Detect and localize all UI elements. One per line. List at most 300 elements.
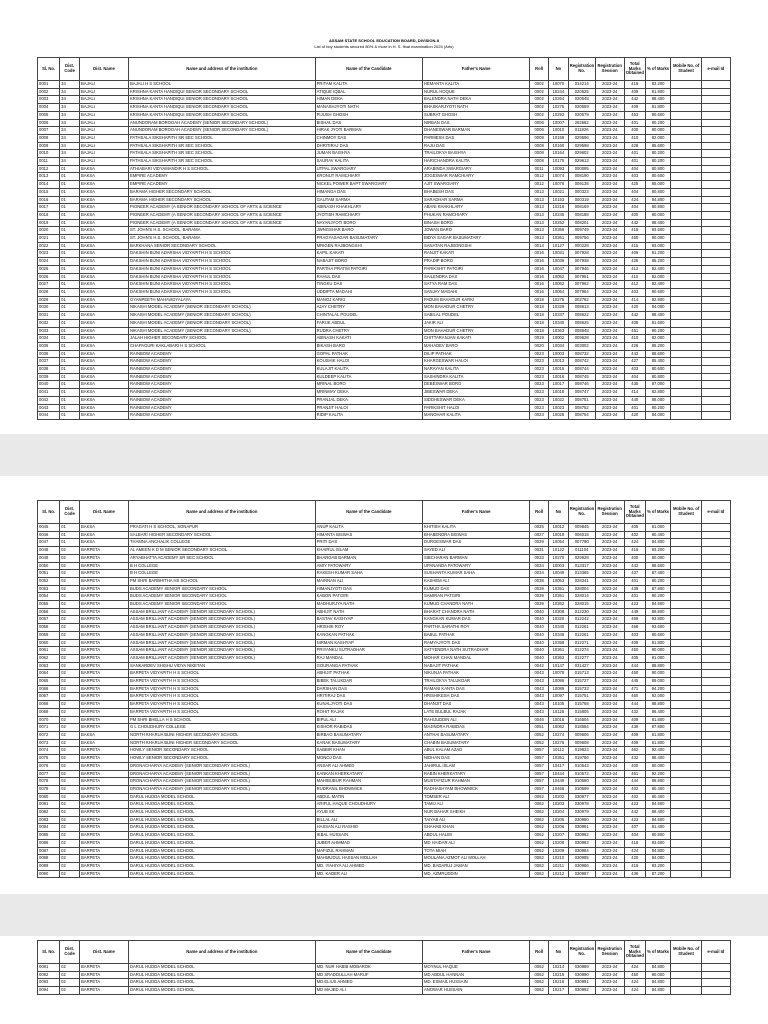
table-cell: RAHIJUDDIN ALI [422,716,529,724]
table-cell: 02 [60,701,80,709]
table-cell: 0031 [38,312,60,320]
table-cell: 0075 [38,755,60,763]
table-cell: 89.000 [645,678,671,686]
table-cell: 2023-24 [595,327,624,335]
table-cell: 029602 [568,150,595,158]
table-cell: PRAGYASAGAR BASUMATARY [315,235,422,243]
table-cell: SANJAY MADAHI [422,288,529,296]
table-cell [671,358,701,366]
table-cell: 10007 [548,119,568,127]
table-cell: 0057 [530,762,549,770]
table-cell: BAKSA [79,250,128,258]
table-cell: 10358 [548,639,568,647]
table-cell: 0079 [38,785,60,793]
table-cell: 426 [624,258,645,266]
table-cell: RAINBOW ACADEMY [128,404,315,412]
table-cell: 34 [60,81,80,89]
table-cell: 0089 [38,862,60,870]
table-cell: ABUL KALAM AZAD [422,747,529,755]
table-cell: 030990 [568,971,595,979]
table-cell: ABINASH KHAKHLARY [315,204,422,212]
table-cell: CHINMOY DAS [315,134,422,142]
table-cell: 400 [624,127,645,135]
table-cell: 83.200 [645,547,671,555]
table-cell: 2023-24 [595,685,624,693]
table-cell: KRISHNA KANTA HANDIQUI SENIOR SECONDARY SCHOOL [128,104,315,112]
table-cell: 84.600 [645,816,671,824]
table-row [38,562,731,570]
table-cell: 02 [60,585,80,593]
table-cell: DAKSHIN BIJNI ADARSHA VIDYAPITH H S SCHOOL [128,281,315,289]
table-cell: KUMUD DAS [422,585,529,593]
table-cell: 2023-24 [595,716,624,724]
table-cell: 10034 [548,342,568,350]
table-cell: 82.000 [645,134,671,142]
table-row [38,616,731,624]
table-cell [671,577,701,585]
table-cell: 0055 [38,601,60,609]
table-cell: 84.000 [645,304,671,312]
table-cell: 010543 [568,762,595,770]
table-cell [701,608,730,616]
table-cell [671,747,701,755]
table-row [38,739,731,747]
table-cell: 80.000 [645,127,671,135]
table-cell: 0071 [38,724,60,732]
table-cell: BARPETA [79,847,128,855]
table-cell: MD ABDUL HANNAN [422,971,529,979]
table-cell: 02 [60,770,80,778]
table-cell: 031427 [568,662,595,670]
table-cell: JYOTISH RAMCHIARY [315,211,422,219]
table-cell: 2023-24 [595,142,624,150]
table-cell: 10363 [548,327,568,335]
table-cell: HIMANGA DAS [315,188,422,196]
column-header: Total Marks Obtained [624,58,645,81]
table-cell: LATE BULBUL RAJAK [422,708,529,716]
table-cell: 007928 [568,250,595,258]
table-cell: BARPETA [79,870,128,878]
table-cell: 81.800 [645,88,671,96]
table-cell: 403 [624,366,645,374]
table-cell: SATYA RAM DAS [422,281,529,289]
table-cell: 0030 [38,304,60,312]
table-cell: JWNGSHAR BARO [315,227,422,235]
table-cell: 012242 [568,616,595,624]
table-cell: 0040 [530,608,549,616]
table-cell: MADHURJYA NATH [315,601,422,609]
table-cell: 402 [624,785,645,793]
table-cell: 02 [60,785,80,793]
table-cell: RAINBOW ACADEMY [128,366,315,374]
table-row [38,785,731,793]
table-cell: NIDHAN DAS [422,755,529,763]
table-cell [671,839,701,847]
table-cell: 85.200 [645,342,671,350]
table-cell: 012261 [568,631,595,639]
table-cell: DAKSHIN BIJNI ADARSHA VIDYAPITH H S SCHOOL [128,250,315,258]
table-cell [701,678,730,686]
table-cell: 0013 [530,211,549,219]
table-cell: 0016 [530,288,549,296]
table-cell [701,196,730,204]
table-row [38,258,731,266]
table-cell: 425 [624,181,645,189]
table-cell: 450 [624,647,645,655]
table-row [38,134,731,142]
table-cell: 0013 [530,196,549,204]
table-cell: BAKSA [79,296,128,304]
table-cell: 423 [624,801,645,809]
table-row [38,577,731,585]
table-cell: 0067 [38,693,60,701]
table-row [38,755,731,763]
table-cell: 01 [60,227,80,235]
table-cell: EMPIRE ACADEMY [128,173,315,181]
table-cell: 10361 [548,593,568,601]
table-row [38,731,731,739]
table-cell: 404 [624,188,645,196]
table-cell: BARPETA [79,987,128,995]
table-cell: 400 [624,762,645,770]
table-cell: SANKARDEV SHISHU VIDYA NIKETAN [128,662,315,670]
table-cell: 008744 [568,366,595,374]
table-cell: 2023-24 [595,281,624,289]
table-cell: BAJALI [79,150,128,158]
table-cell: BARPETA [79,778,128,786]
table-cell: 10017 [548,381,568,389]
table-cell [701,670,730,678]
table-cell: 02 [60,647,80,655]
table-cell: ST. JOHN'S H.S. SCHOOL, BARAMA [128,227,315,235]
table-cell [701,350,730,358]
table-cell [671,593,701,601]
table-cell [671,88,701,96]
table-cell: 008169 [568,204,595,212]
table-cell: JAHIRUL ISLAM [422,762,529,770]
table-cell: 0066 [38,685,60,693]
table-cell: PRITI DAS [315,539,422,547]
table-cell: 008754 [568,412,595,420]
table-cell: 010599 [568,785,595,793]
table-cell: 0070 [38,716,60,724]
table-cell: 444 [624,778,645,786]
table-cell: 80.800 [645,165,671,173]
table-cell [701,539,730,547]
table-cell: 02 [60,824,80,832]
table-row [38,964,731,972]
table-cell: 02 [60,739,80,747]
table-cell: 008751 [568,396,595,404]
table-cell: 02 [60,979,80,987]
table-cell [701,662,730,670]
table-cell: 94.200 [645,685,671,693]
table-cell: 019786 [568,755,595,763]
table-cell: PARTHA SARATHI ROY [422,624,529,632]
table-cell: 02 [60,809,80,817]
table-cell: ABINASH KAKATI [315,335,422,343]
table-cell: 2023-24 [595,531,624,539]
table-cell: 10105 [548,701,568,709]
table-cell: MD. NUR HABIB MOBAROK [315,964,422,972]
table-cell: 2023-24 [595,235,624,243]
table-cell [671,547,701,555]
table-cell: HOWLY SENIOR SECONDARY SCHOOL [128,755,315,763]
table-cell: SASHINDRA KALITA [422,373,529,381]
table-cell: 453 [624,111,645,119]
table-cell: 34 [60,142,80,150]
table-cell: 88.000 [645,396,671,404]
table-cell: 2023-24 [595,127,624,135]
table-cell [701,593,730,601]
table-cell: 0090 [38,870,60,878]
table-cell: 008648 [568,327,595,335]
table-cell: 0092 [38,971,60,979]
table-row [38,381,731,389]
table-cell: 011826 [568,127,595,135]
table-cell: BARPETA [79,708,128,716]
table-cell: 02 [60,971,80,979]
table-cell: 2023-24 [595,708,624,716]
table-cell: 2023-24 [595,373,624,381]
table-cell: BARPETA [79,593,128,601]
table-cell: 2023-24 [595,979,624,987]
table-cell: MAINNAN ALI [315,577,422,585]
table-cell: 01 [60,342,80,350]
table-cell: 10208 [548,839,568,847]
table-row [38,173,731,181]
column-header: Name and address of the institution [128,941,315,964]
document-page-2 [0,476,768,894]
table-cell: 403 [624,173,645,181]
table-cell [671,701,701,709]
table-cell: 432 [624,755,645,763]
table-cell: 0023 [38,250,60,258]
table-cell: 0023 [530,366,549,374]
table-row [38,288,731,296]
column-header: Mobile No. of Student [671,58,701,81]
table-cell: 404 [624,204,645,212]
table-cell: ASSAM BRILLIANT ACADEMY (SENIOR SECONDARY SCHOOL) [128,654,315,662]
table-cell: MD. AZMRUDDIN [422,870,529,878]
table-cell: UTPAL SWARGIARY [315,165,422,173]
table-cell: MD. ESMAIL HUSSAIN [422,979,529,987]
table-cell: 2023-24 [595,242,624,250]
table-row [38,701,731,709]
table-cell: 010572 [568,770,595,778]
table-cell: 437 [624,570,645,578]
table-row [38,150,731,158]
table-cell: MAFIZUL RAHMAN [315,847,422,855]
table-cell: THAMNA ANCHALIK COLLEGE [128,539,315,547]
table-cell: HOWLY SENIOR SECONDARY SCHOOL [128,747,315,755]
table-cell [701,227,730,235]
table-cell: 401 [624,593,645,601]
table-cell: 0008 [530,142,549,150]
table-cell: 93.600 [645,624,671,632]
column-header: Roll [530,501,549,524]
table-cell: DARUL HUDDA MODEL SCHOOL [128,809,315,817]
table-cell: 010580 [568,778,595,786]
table-cell: BAKSA [79,188,128,196]
table-cell: NAYANJYOTI BORO [315,219,422,227]
table-cell: BILLAL ALI [315,816,422,824]
table-cell: 10070 [548,81,568,89]
table-cell: MONOJ DAS [315,755,422,763]
table-cell: NURUL HOQUE [422,88,529,96]
table-cell: KANAK BASUMATARY [315,739,422,747]
table-cell: NIKASHI MODEL ACADEMY (SENIOR SECONDARY SCHOOL) [128,312,315,320]
table-cell: 10062 [548,281,568,289]
table-cell: 418 [624,227,645,235]
table-cell [701,809,730,817]
table-cell: 0057 [530,747,549,755]
table-cell: 2023-24 [595,562,624,570]
table-cell [701,987,730,995]
table-cell: 85.000 [645,181,671,189]
table-cell: 2023-24 [595,778,624,786]
table-cell: 400 [624,554,645,562]
table-cell: 10076 [548,181,568,189]
table-cell: 10417 [548,762,568,770]
table-cell: 2023-24 [595,585,624,593]
table-cell: 011104 [568,547,595,555]
table-cell: 0002 [530,96,549,104]
table-row [38,104,731,112]
table-cell [671,847,701,855]
table-cell: 424 [624,539,645,547]
table-cell: 0028 [38,288,60,296]
table-cell: 0043 [530,708,549,716]
table-cell [701,971,730,979]
table-cell: 2023-24 [595,570,624,578]
table-cell: BARPETA [79,685,128,693]
table-cell [671,585,701,593]
table-cell: 10049 [548,570,568,578]
table-cell: 008732 [568,350,595,358]
table-cell: 030982 [568,832,595,840]
table-cell: KRISHNA KANTA HANDIQUI SENIOR SECONDARY SCHOOL [128,111,315,119]
table-cell: 86.400 [645,755,671,763]
table-cell: EMPIRE ACADEMY [128,181,315,189]
table-cell: CHABIN BASUMATARY [422,739,529,747]
table-cell [701,547,730,555]
table-cell: KRONUT RAMCHIARY [315,173,422,181]
table-cell: 0043 [530,685,549,693]
table-cell: 2023-24 [595,111,624,119]
column-header: Registration Session [595,58,624,81]
table-cell: JIBESWAR DEKA [422,389,529,397]
table-cell: 0019 [38,219,60,227]
column-header: Total Marks Obtained [624,501,645,524]
table-cell: 030989 [568,964,595,972]
table-cell: B H COLLEGE [128,562,315,570]
table-cell [671,739,701,747]
table-cell: 01 [60,312,80,320]
table-cell: 0002 [530,81,549,89]
table-cell [671,404,701,412]
table-cell: 10362 [548,601,568,609]
table-cell: 015713 [568,670,595,678]
table-row [38,647,731,655]
table-cell: 2023-24 [595,389,624,397]
table-cell: 0039 [38,373,60,381]
table-cell: BAKSA [79,373,128,381]
table-cell: ROHIT RAJAK [315,708,422,716]
table-cell: MD. KADER ALI [315,870,422,878]
table-cell: 0018 [530,327,549,335]
table-cell: 10270 [548,554,568,562]
table-cell: BHABESH DAS [422,188,529,196]
table-cell: BARPETA [79,824,128,832]
column-header: Dist. Name [79,58,128,81]
column-header: Roll [530,941,549,964]
table-cell: MAHADEV BARO [422,342,529,350]
table-cell: 88.400 [645,809,671,817]
column-header: Name and address of the institution [128,501,315,524]
table-cell: 020525 [568,88,595,96]
table-cell [671,708,701,716]
table-cell: 012277 [568,654,595,662]
table-cell: 008742 [568,358,595,366]
table-cell [701,855,730,863]
table-cell: RAINBOW ACADEMY [128,389,315,397]
table-row [38,404,731,412]
table-row [38,158,731,166]
table-cell: 423 [624,601,645,609]
table-cell: 10003 [548,350,568,358]
table-cell: 412 [624,265,645,273]
table-row [38,366,731,374]
table-cell: 0039 [530,601,549,609]
table-cell: 006018 [568,531,595,539]
table-cell: 404 [624,832,645,840]
table-cell: HASSAN ALI RASHID [315,824,422,832]
table-cell: RIDIP KALITA [315,412,422,420]
table-cell: 87.200 [645,870,671,878]
table-cell [671,539,701,547]
table-cell [701,724,730,732]
table-cell [701,296,730,304]
table-cell: 10351 [548,755,568,763]
table-cell: 0038 [38,366,60,374]
table-cell: 80.000 [645,211,671,219]
table-cell: 10025 [548,412,568,420]
table-cell: 01 [60,539,80,547]
table-cell: MOULANA AZMOT ALI MOLLAH [422,855,529,863]
table-cell: 2023-24 [595,288,624,296]
table-cell: 10363 [548,654,568,662]
table-cell: 2023-24 [595,258,624,266]
table-cell: BAKSA [79,181,128,189]
results-table-page-3 [37,940,731,995]
table-cell: 01 [60,373,80,381]
table-cell: 427 [624,358,645,366]
table-cell: 10444 [548,770,568,778]
table-cell: DARUL HUDDA MODEL SCHOOL [128,816,315,824]
table-cell: 262682 [568,119,595,127]
table-row [38,685,731,693]
column-header: Dist. Code [60,501,80,524]
table-cell: SUSHANTA KUMAR SAHA [422,570,529,578]
table-header-row [38,941,731,964]
table-cell: 0065 [38,678,60,686]
table-cell [701,793,730,801]
table-cell: BARPETA [79,979,128,987]
table-cell: HRISHIKESH DAS [422,693,529,701]
table-cell: 2023-24 [595,304,624,312]
table-cell: 0021 [38,235,60,243]
